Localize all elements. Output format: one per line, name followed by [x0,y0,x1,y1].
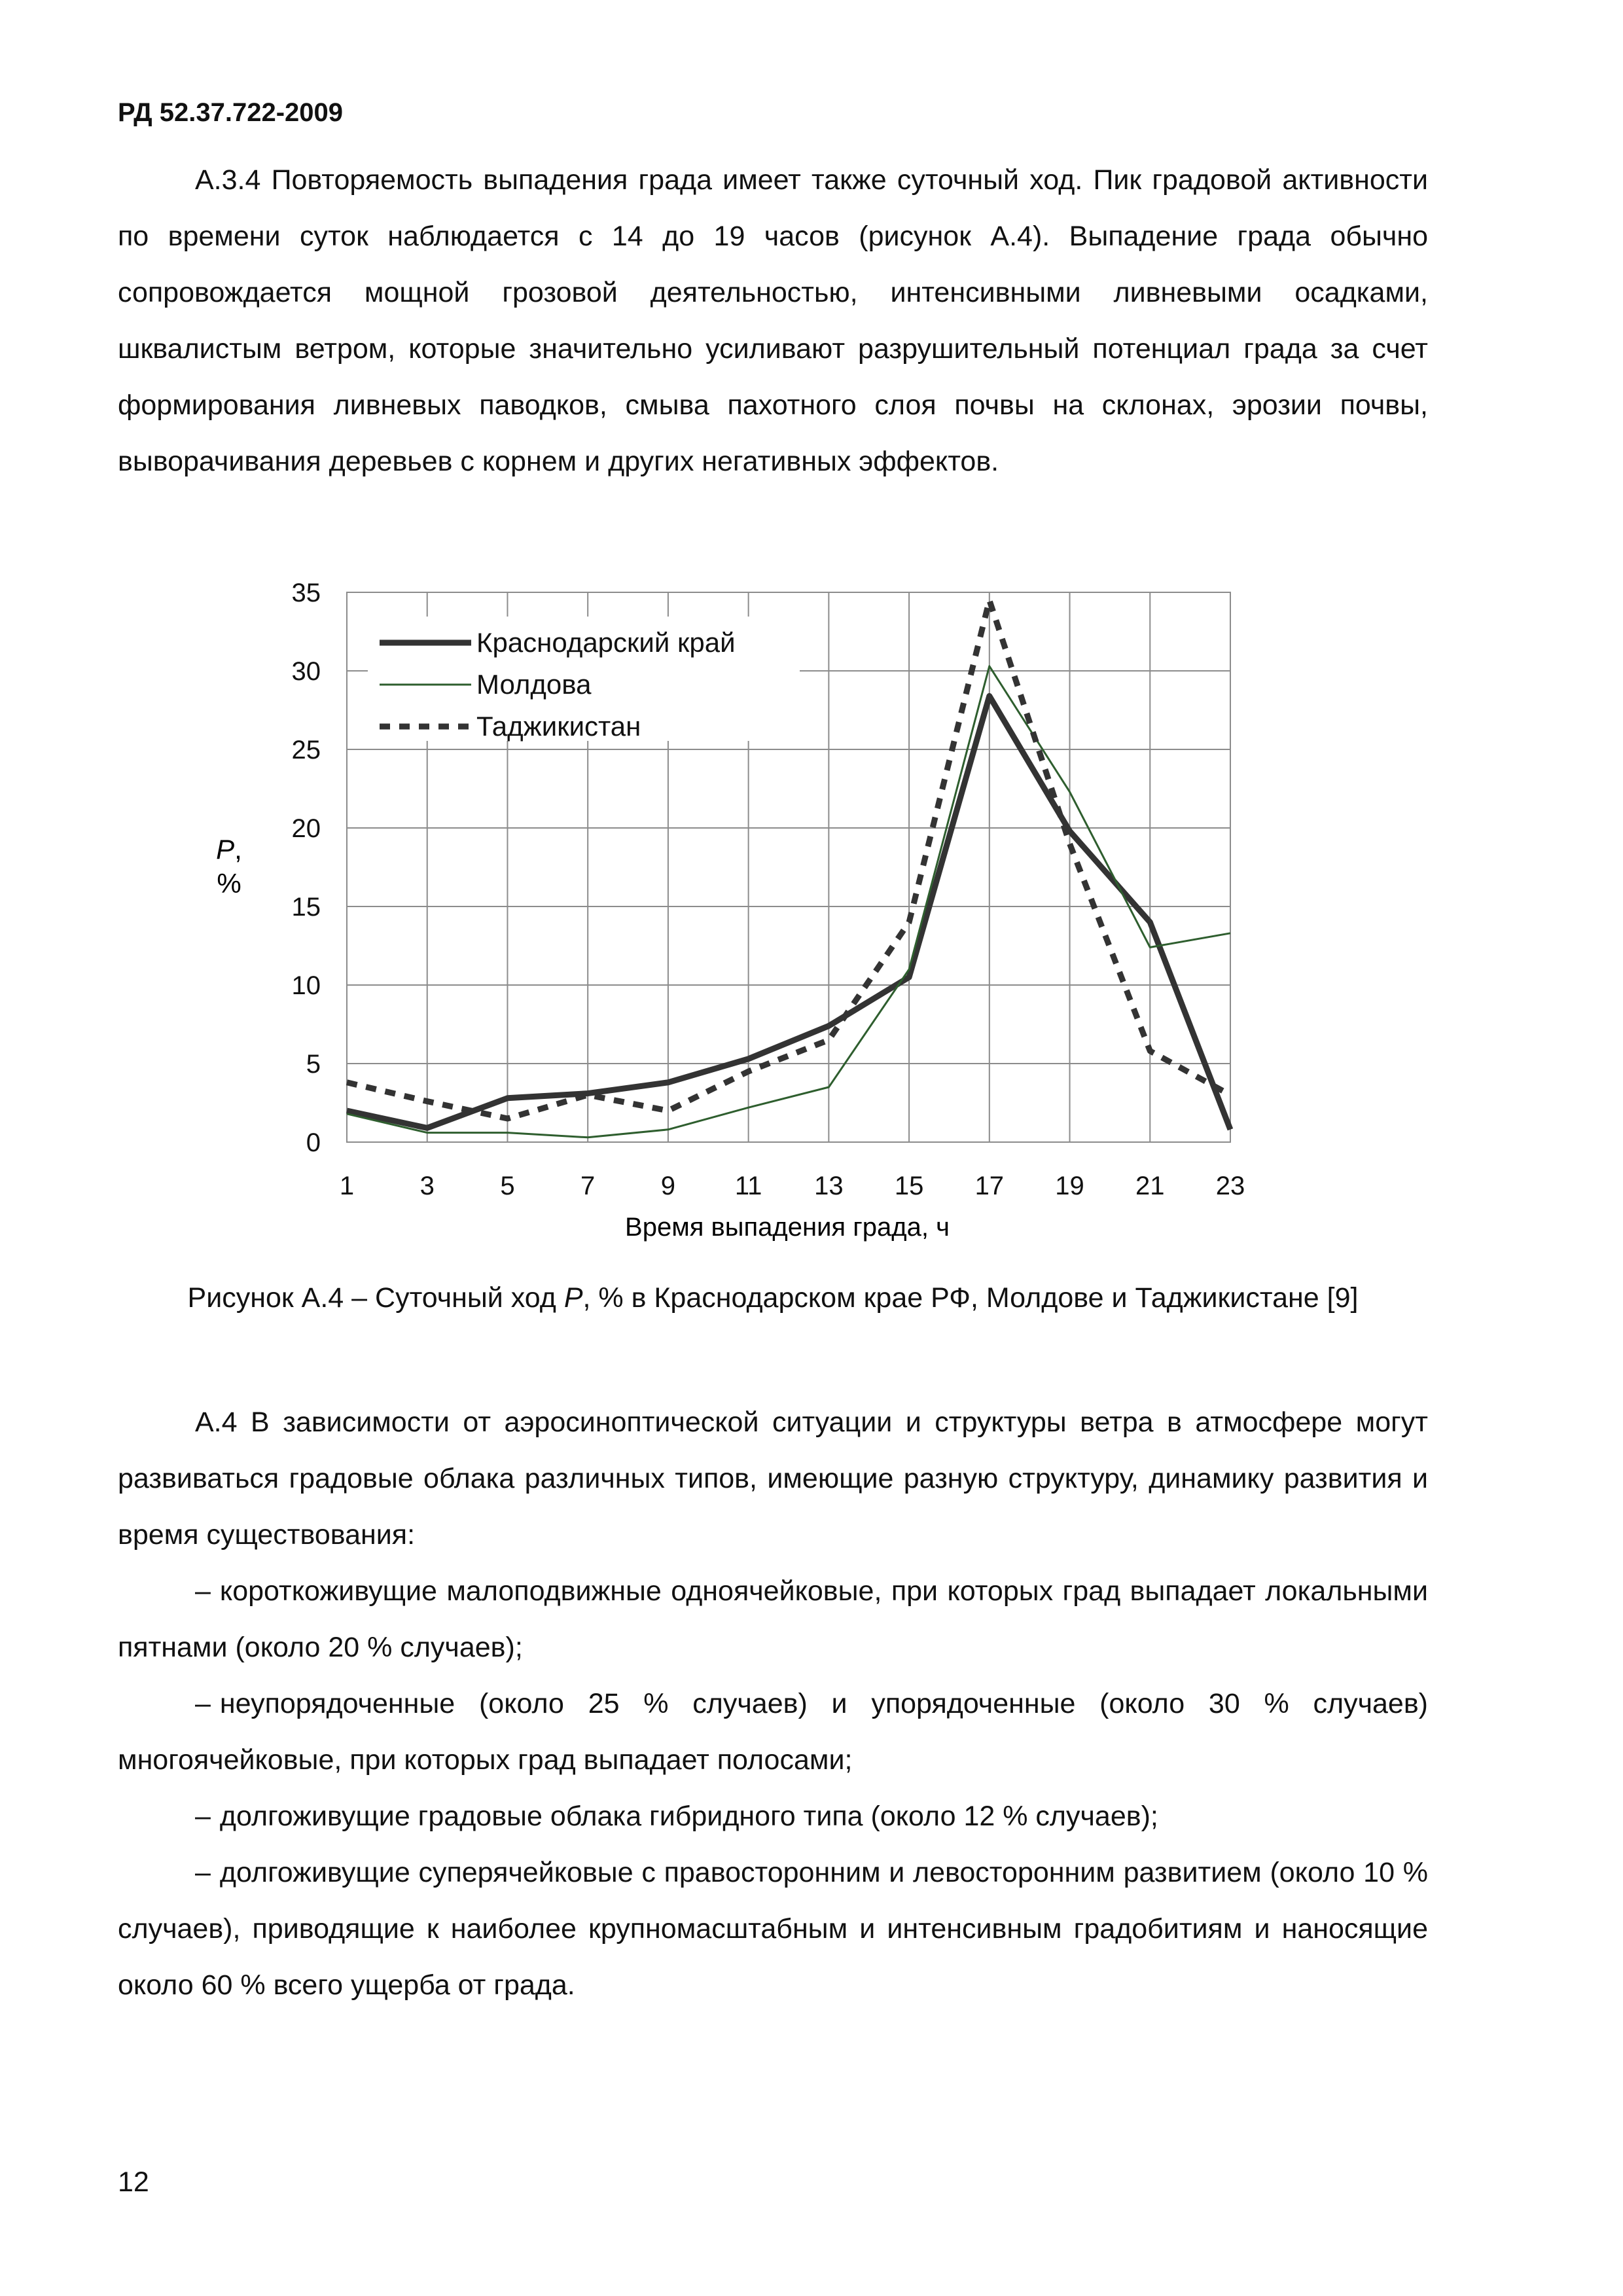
legend-label: Таджикистан [476,711,641,742]
y-tick-label: 15 [291,893,321,922]
x-tick-label: 9 [660,1172,676,1200]
bullet-item-3: – долгоживущие градовые облака гибридного типа (около 12 % случаев); [195,1801,1158,1832]
x-tick-label: 7 [580,1172,596,1200]
document-code: РД 52.37.722-2009 [118,98,344,127]
x-tick-label: 5 [500,1172,515,1200]
x-tick-label: 1 [339,1172,355,1200]
legend-label: Молдова [476,669,592,700]
y-axis-label: P, [216,834,242,865]
y-tick-label: 30 [291,657,321,686]
figure-caption: Рисунок А.4 – Суточный ход P, % в Краснодарском крае РФ, Молдове и Таджикистане [9] [187,1282,1359,1314]
series-line [347,696,1230,1129]
y-tick-label: 25 [291,736,321,764]
paragraph-a34: А.3.4 Повторяемость выпадения града имеет также суточный ход. Пик градовой активности по времени суток наблюдается с 14 до 19 часов (рисунок А.4). Выпадение града обычно сопровождается мощной грозовой деятельностью, интенсивными ливневыми осадками, шквалистым ветром, которые значительно усиливают разрушительный потенциал града за счет формирования ливневых паводков, смыва пахотного слоя почвы на склонах, эрозии почвы, выворачивания деревьев с корнем и других негативных эффектов. [118,164,1428,477]
y-tick-label: 0 [306,1128,321,1157]
figure-a4 [183,576,1427,1244]
bullet-item-2: – неупорядоченные (около 25 % случаев) и упорядоченные (около 30 % случаев) многоячейковые, при которых град выпадает полосами; [118,1688,1428,1776]
y-tick-label: 10 [291,971,321,1000]
daily-hail-chart [183,576,1427,1244]
y-tick-label: 5 [306,1050,321,1079]
x-tick-label: 13 [814,1172,844,1200]
x-tick-label: 19 [1055,1172,1084,1200]
y-tick-label: 20 [291,814,321,843]
x-tick-label: 23 [1215,1172,1245,1200]
y-tick-label: 35 [291,579,321,607]
x-axis-label: Время выпадения града, ч [625,1213,950,1242]
y-axis-unit: % [217,868,241,899]
page-number: 12 [118,2166,149,2198]
x-tick-label: 15 [894,1172,924,1200]
x-tick-label: 3 [419,1172,435,1200]
paragraph-a4: А.4 В зависимости от аэросиноптической ситуации и структуры ветра в атмосфере могут развиваться градовые облака различных типов, имеющие разную структуру, динамику развития и время существования: [118,1407,1428,1551]
bullet-item-4: – долгоживущие суперячейковые с правосторонним и левосторонним развитием (около 10 % случаев), приводящие к наиболее крупномасштабным и интенсивным градобитиям и наносящие около 60 % всего ущерба от града. [118,1857,1428,2001]
x-tick-label: 21 [1135,1172,1165,1200]
x-tick-label: 11 [734,1172,762,1200]
legend-label: Краснодарский край [476,627,736,658]
bullet-item-1: – короткоживущие малоподвижные одноячейковые, при которых град выпадает локальными пятнами (около 20 % случаев); [118,1575,1428,1663]
x-tick-label: 17 [974,1172,1005,1200]
